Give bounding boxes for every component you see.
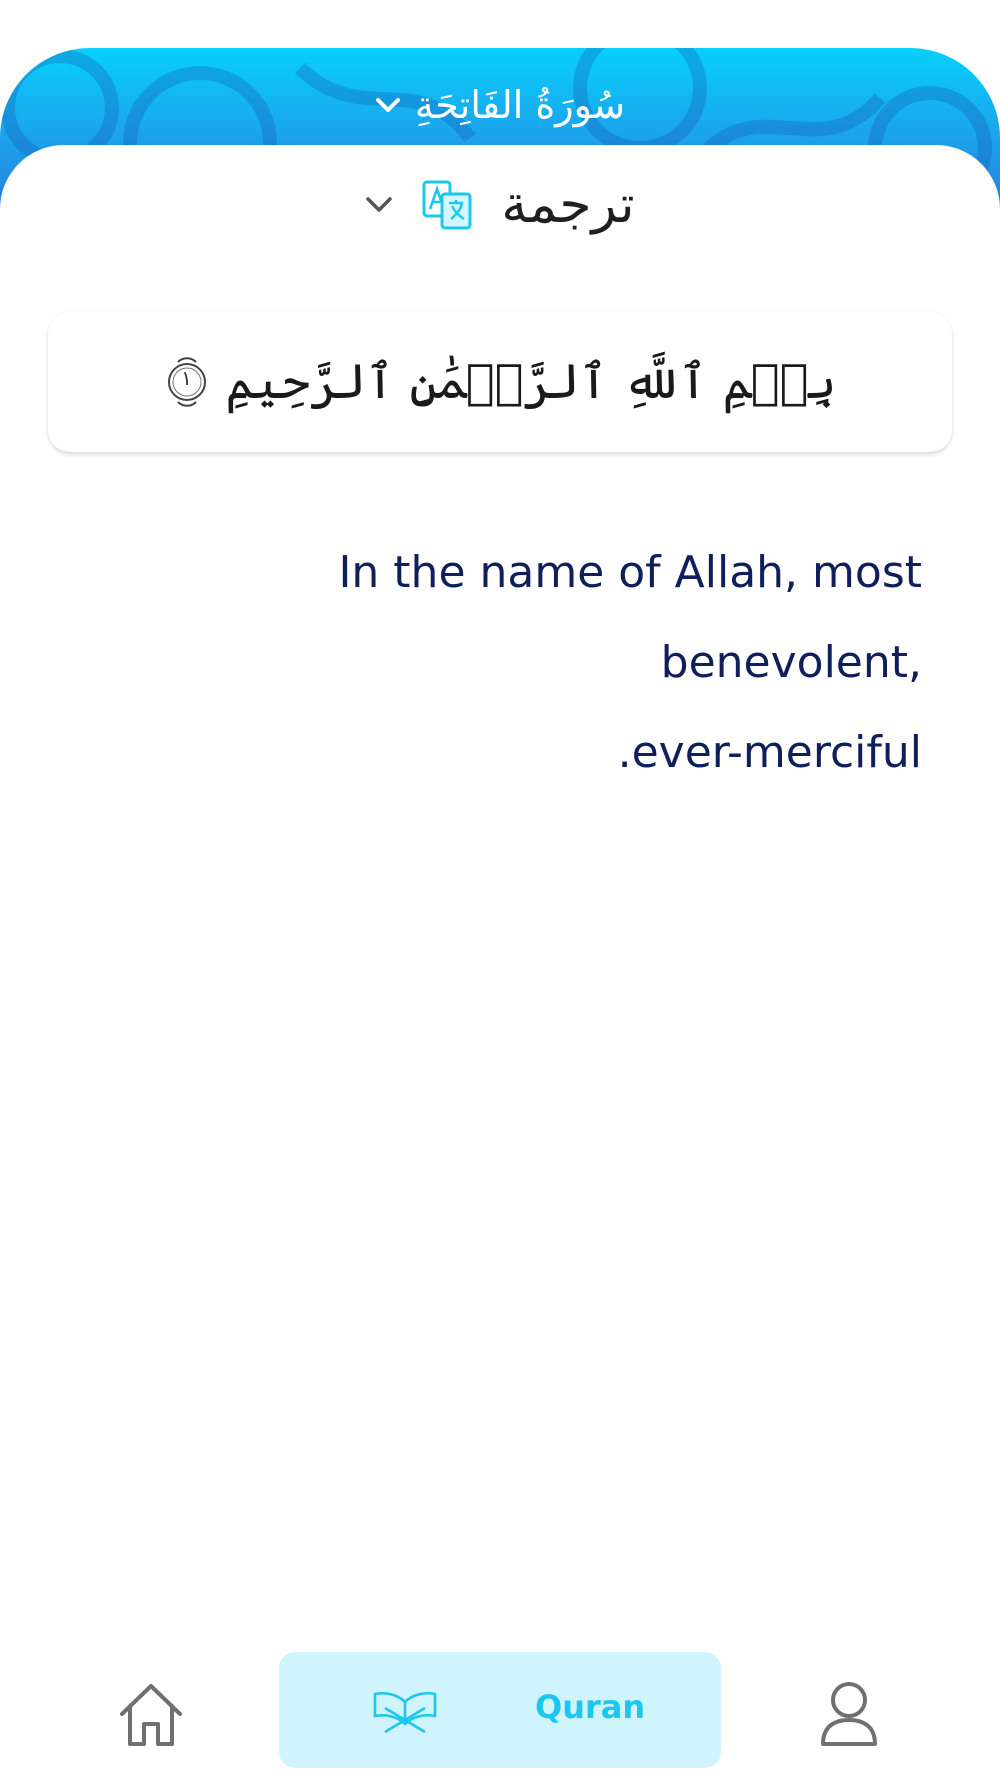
nav-quran-label: Quran <box>535 1688 646 1726</box>
translation-selector[interactable] <box>0 170 1000 240</box>
translation-line-1: In the name of Allah, most benevolent, <box>338 547 922 688</box>
nav-profile-button[interactable] <box>818 1678 880 1750</box>
translation-label: ترجمة <box>501 175 635 235</box>
verse-card <box>48 312 952 452</box>
nav-quran-button[interactable] <box>279 1652 721 1768</box>
home-icon <box>114 1680 188 1750</box>
chevron-down-icon <box>365 196 393 214</box>
ayah-number: ١ <box>181 366 192 390</box>
surah-title: سُورَةُ الفَاتِحَةِ <box>414 83 626 127</box>
quran-book-icon <box>371 1686 439 1734</box>
surah-selector[interactable] <box>0 72 1000 138</box>
translate-icon <box>421 179 473 231</box>
chevron-down-icon <box>375 96 401 114</box>
verse-translation <box>92 528 922 798</box>
verse-arabic-text: بِسۡمِ ٱللَّهِ ٱلرَّحۡمَٰنِ ٱلرَّحِيمِ <box>225 354 837 410</box>
translation-line-2: .ever-merciful <box>617 727 922 778</box>
ayah-number-marker <box>164 354 210 410</box>
bottom-navigation <box>0 1640 1000 1778</box>
user-icon <box>818 1678 880 1750</box>
nav-home-button[interactable] <box>114 1680 188 1750</box>
